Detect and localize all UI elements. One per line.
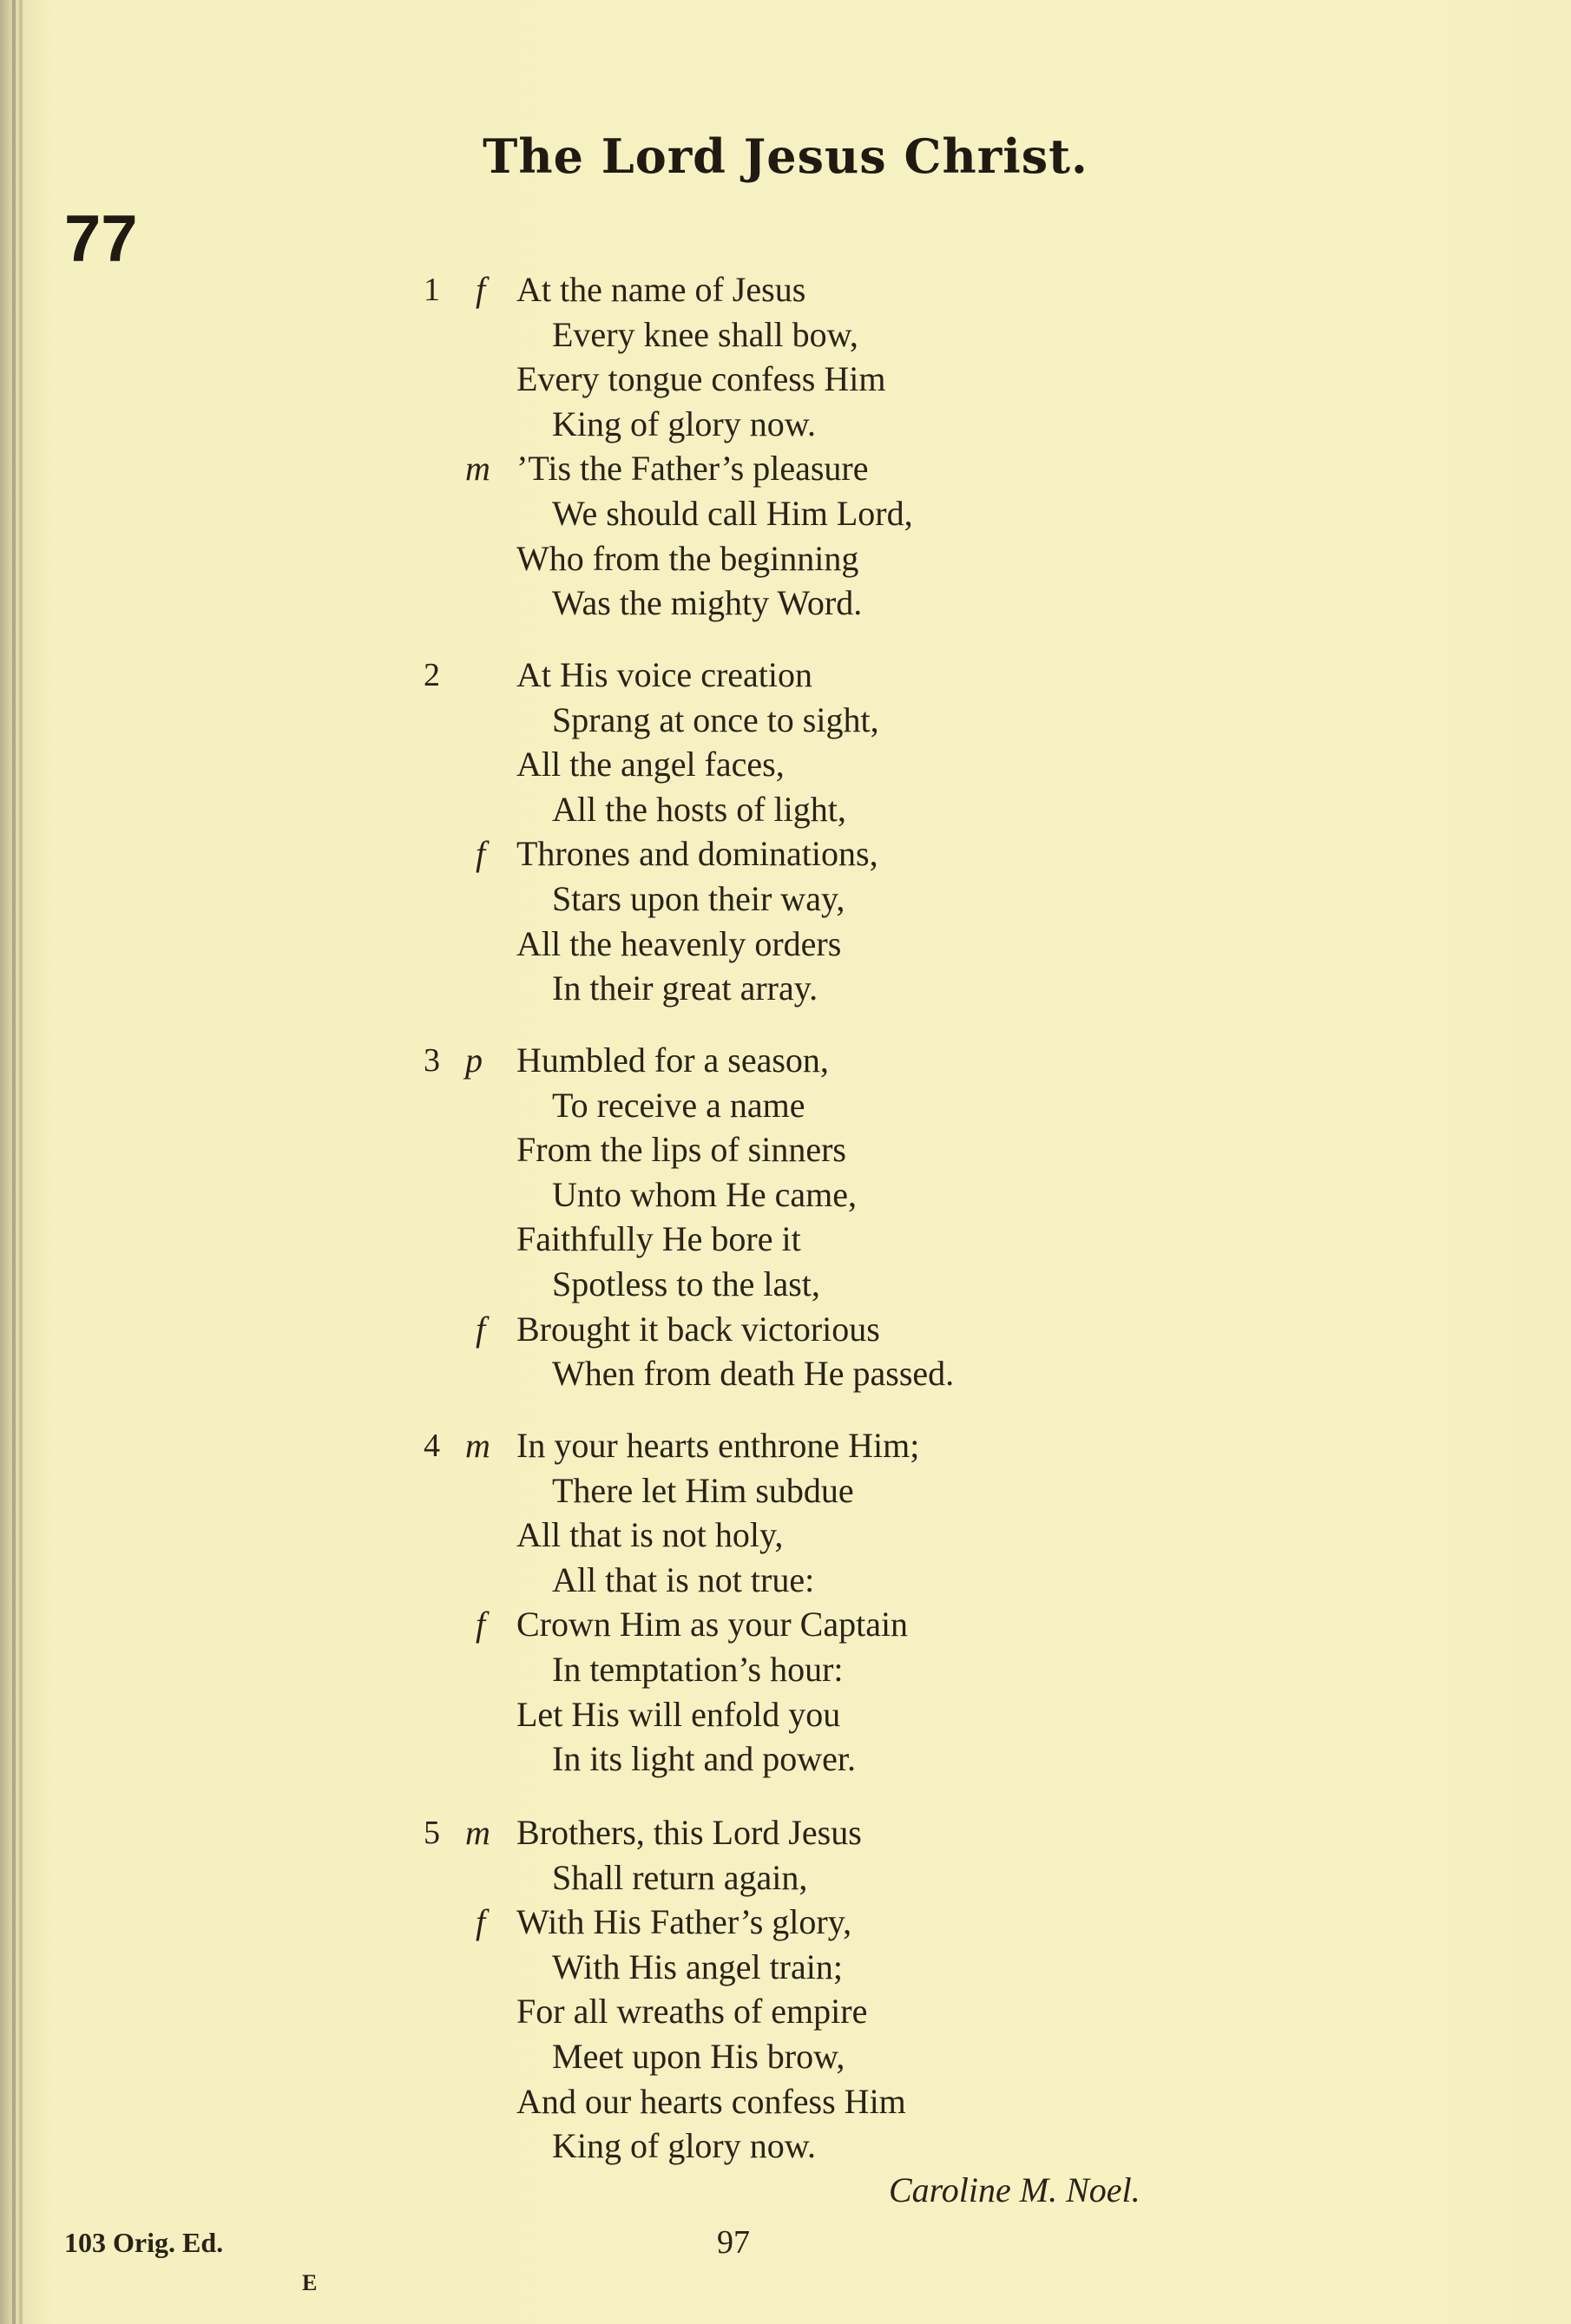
hymn-line: Meet upon His brow, [552,2037,845,2076]
verse-number: 5 [424,1815,440,1851]
hymn-line: Brothers, this Lord Jesus [516,1813,862,1852]
hymn-line: Unto whom He came, [552,1175,858,1214]
hymn-line: Brought it back victorious [516,1310,880,1349]
hymn-line: All the heavenly orders [516,924,842,963]
hymn-line: Sprang at once to sight, [552,700,879,739]
hymn-line: With His angel train; [552,1947,843,1986]
author-credit: Caroline M. Noel. [889,2170,1140,2209]
binding-edge [12,0,16,2324]
page-number: 97 [717,2224,750,2261]
dynamic-mark: m [465,449,490,488]
dynamic-mark: f [476,1902,486,1941]
hymn-line: All that is not holy, [516,1515,784,1554]
hymn-line: Thrones and dominations, [516,834,878,873]
hymn-line: King of glory now. [552,2126,817,2165]
hymn-line: With His Father’s glory, [516,1902,852,1941]
hymn-line: In temptation’s hour: [552,1650,844,1689]
signature-mark: E [302,2270,318,2295]
hymn-line: Every knee shall bow, [552,315,858,354]
hymn-line: In its light and power. [552,1739,856,1778]
hymn-line: When from death He passed. [552,1354,955,1393]
verse-number: 2 [424,657,440,693]
verse-number: 3 [424,1042,440,1079]
edition-note: 103 Orig. Ed. [64,2227,224,2258]
dynamic-mark: f [476,1310,486,1349]
dynamic-mark: f [476,1605,486,1644]
hymn-line: At His voice creation [516,655,812,694]
dynamic-mark: m [465,1426,490,1465]
dynamic-mark: f [476,270,486,309]
dynamic-mark: p [465,1041,483,1080]
hymn-number: 77 [64,202,138,276]
hymn-line: ’Tis the Father’s pleasure [516,449,869,488]
hymn-line: All the angel faces, [516,745,785,784]
hymn-line: All the hosts of light, [552,790,846,829]
verse-number: 1 [424,272,440,308]
hymn-line: Crown Him as your Captain [516,1605,909,1644]
hymn-line: There let Him subdue [552,1471,854,1510]
hymn-line: Shall return again, [552,1858,808,1897]
hymn-line: To receive a name [552,1086,805,1125]
hymn-line: At the name of Jesus [516,270,806,309]
hymn-line: Who from the beginning [516,539,859,578]
page-title: The Lord Jesus Christ. [483,128,1088,184]
hymn-line: In their great array. [552,968,818,1008]
hymn-line: Faithfully He bore it [516,1219,801,1258]
hymn-line: Humbled for a season, [516,1041,829,1080]
hymn-line: For all wreaths of empire [516,1992,868,2031]
hymn-line: King of glory now. [552,404,817,443]
binding-edge [19,0,23,2324]
verse-number: 4 [424,1428,440,1464]
hymn-line: All that is not true: [552,1560,815,1599]
hymn-line: Let His will enfold you [516,1695,841,1734]
hymn-line: From the lips of sinners [516,1130,846,1169]
hymn-line: Every tongue confess Him [516,359,886,398]
hymn-line: Was the mighty Word. [552,583,863,622]
hymn-line: In your hearts enthrone Him; [516,1426,920,1465]
hymn-line: Stars upon their way, [552,879,845,918]
dynamic-mark: m [465,1813,490,1852]
hymn-line: We should call Him Lord, [552,494,913,533]
dynamic-mark: f [476,834,486,873]
hymn-line: And our hearts confess Him [516,2082,906,2121]
hymn-line: Spotless to the last, [552,1264,820,1303]
